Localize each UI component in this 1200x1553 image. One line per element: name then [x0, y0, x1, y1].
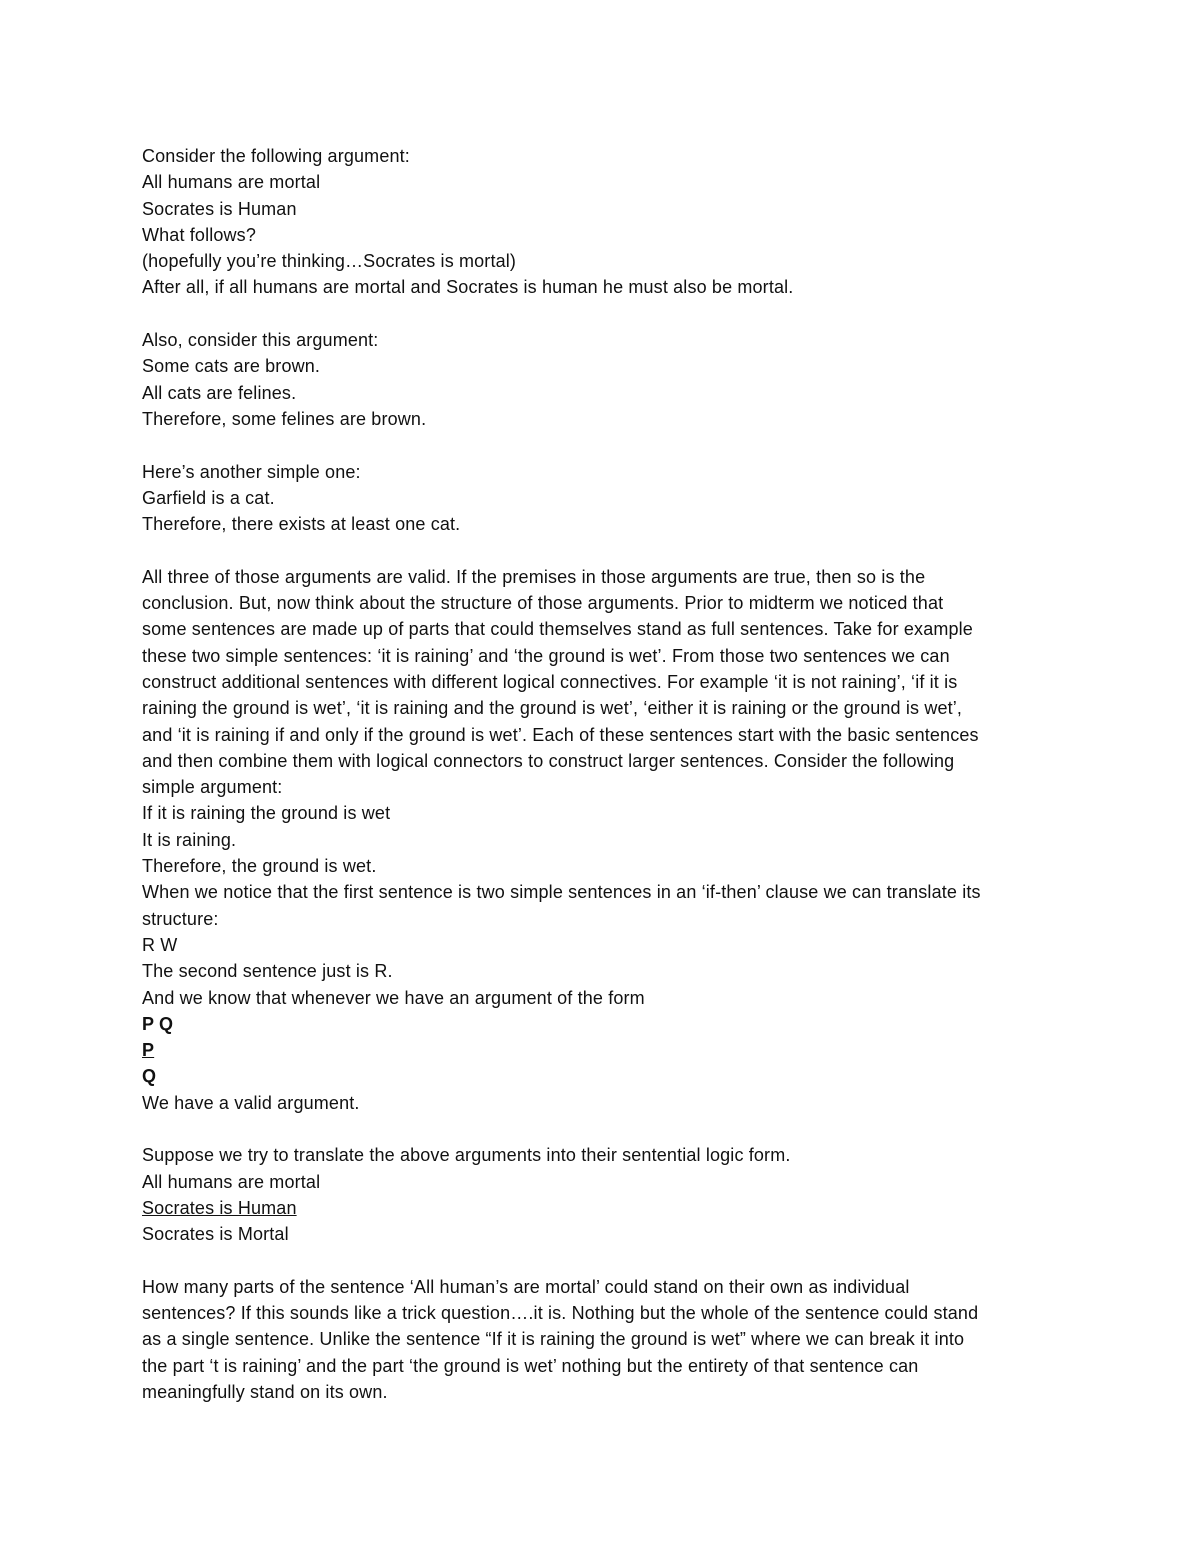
- text-line: (hopefully you’re thinking…Socrates is mortal): [142, 251, 517, 272]
- text-line: The second sentence just is R.: [142, 961, 393, 982]
- text-line: some sentences are made up of parts that could themselves stand as full sentences. Take for example: [142, 619, 973, 640]
- text-line: It is raining.: [142, 829, 237, 850]
- paragraph-gap: [142, 432, 1057, 458]
- text-line: Some cats are brown.: [142, 356, 321, 377]
- text-line: And we know that whenever we have an argument of the form: [142, 987, 645, 1008]
- text-line: and ‘it is raining if and only if the ground is wet’. Each of these sentences start with the basic sentences: [142, 724, 979, 745]
- text-line: All humans are mortal: [142, 1171, 321, 1192]
- text-line: [142, 1195, 1057, 1221]
- formula-premise-underlined: P: [142, 1040, 155, 1061]
- paragraph-gap: [142, 1247, 1057, 1273]
- text-line: How many parts of the sentence ‘All human’s are mortal’ could stand on their own as individual: [142, 1276, 910, 1297]
- document-body: [142, 143, 1057, 1405]
- text-line: Consider the following argument:: [142, 146, 410, 166]
- text-line: Also, consider this argument:: [142, 330, 379, 351]
- text-line: Suppose we try to translate the above arguments into their sentential logic form.: [142, 1145, 791, 1166]
- formula-line: R W: [142, 934, 178, 955]
- text-line: What follows?: [142, 224, 256, 245]
- text-line: and then combine them with logical connectors to construct larger sentences. Consider the following: [142, 750, 955, 771]
- text-line: All cats are felines.: [142, 382, 297, 403]
- text-line: sentences? If this sounds like a trick question….it is. Nothing but the whole of the sentence could stand: [142, 1303, 979, 1324]
- text-line: Socrates is Mortal: [142, 1224, 289, 1245]
- text-line: these two simple sentences: ‘it is raining’ and ‘the ground is wet’. From those two sentences we can: [142, 645, 950, 666]
- text-line: After all, if all humans are mortal and Socrates is human he must also be mortal.: [142, 277, 794, 298]
- text-line: We have a valid argument.: [142, 1092, 360, 1113]
- paragraph-gap: [142, 1116, 1057, 1142]
- formula-line: Q: [142, 1066, 157, 1087]
- text-line: the part ‘t is raining’ and the part ‘the ground is wet’ nothing but the entirety of that sentence can: [142, 1355, 919, 1376]
- paragraph-gap: [142, 301, 1057, 327]
- text-line: Garfield is a cat.: [142, 487, 275, 508]
- text-line: Therefore, there exists at least one cat.: [142, 514, 461, 535]
- text-line: structure:: [142, 908, 219, 929]
- text-line: simple argument:: [142, 777, 283, 798]
- formula-line: [142, 1037, 1057, 1063]
- text-line: Therefore, some felines are brown.: [142, 408, 427, 429]
- text-line: If it is raining the ground is wet: [142, 803, 391, 824]
- formula-line: P Q: [142, 1013, 174, 1034]
- text-line: Therefore, the ground is wet.: [142, 856, 377, 877]
- underlined-premise: Socrates is Human: [142, 1197, 297, 1218]
- text-line: When we notice that the first sentence is two simple sentences in an ‘if-then’ clause we can translate its: [142, 882, 981, 903]
- text-line: meaningfully stand on its own.: [142, 1381, 388, 1402]
- text-line: raining the ground is wet’, ‘it is raining and the ground is wet’, ‘either it is raining or the ground is wet’,: [142, 698, 963, 719]
- text-line: conclusion. But, now think about the structure of those arguments. Prior to midterm we noticed that: [142, 593, 944, 614]
- text-line: Socrates is Human: [142, 198, 297, 219]
- text-line: as a single sentence. Unlike the sentence “If it is raining the ground is wet” where we can break it into: [142, 1329, 965, 1350]
- text-line: Here’s another simple one:: [142, 461, 361, 482]
- text-line: construct additional sentences with different logical connectives. For example ‘it is not raining’, ‘if it is: [142, 671, 958, 692]
- paragraph-gap: [142, 537, 1057, 563]
- text-line: All humans are mortal: [142, 172, 321, 193]
- text-line: All three of those arguments are valid. If the premises in those arguments are true, then so is the: [142, 566, 926, 587]
